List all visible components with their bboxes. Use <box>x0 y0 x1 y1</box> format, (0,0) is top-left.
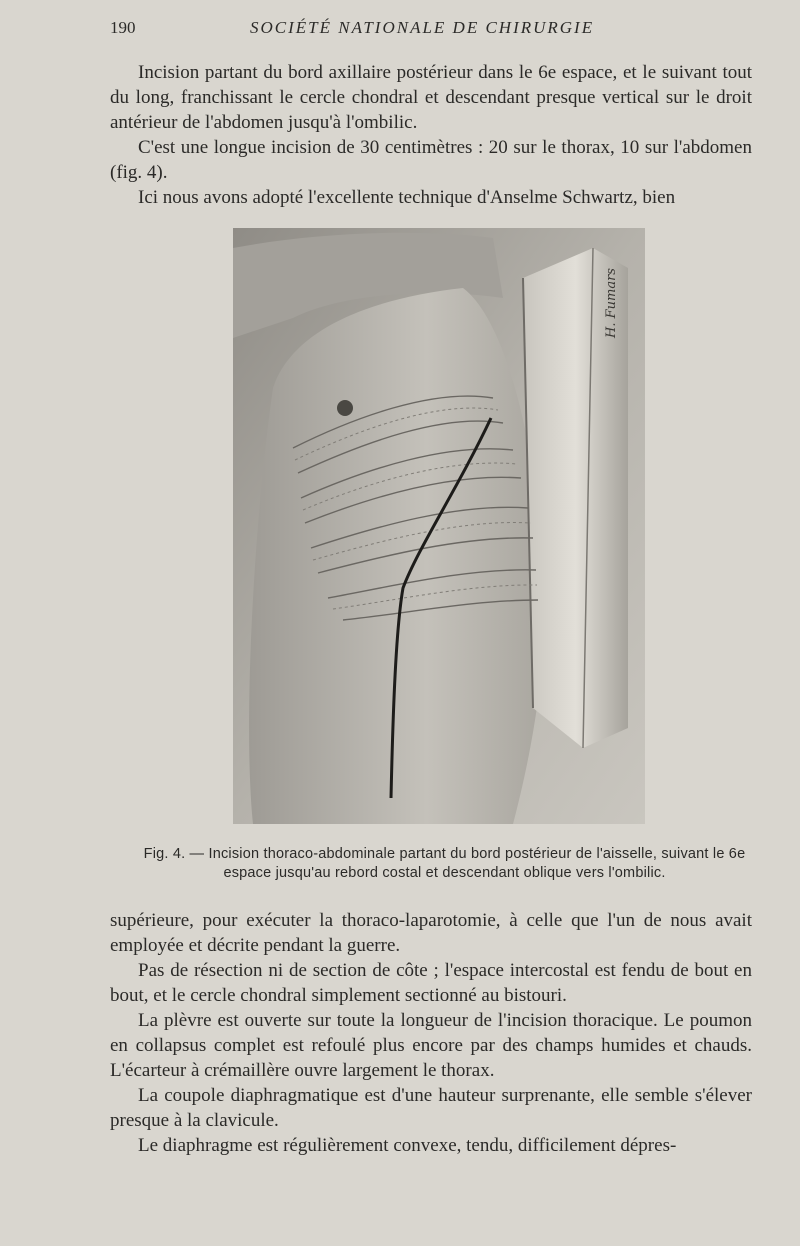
thorax-illustration <box>233 228 645 824</box>
figure-caption: Fig. 4. — Incision thoraco-abdominale partant du bord postérieur de l'aisselle, suivant le 6e espace jusqu'au rebord costal et descendant oblique vers l'ombilic. <box>143 846 746 881</box>
page-header <box>110 18 752 44</box>
running-title: SOCIÉTÉ NATIONALE DE CHIRURGIE <box>250 18 595 37</box>
paragraph-length: C'est une longue incision de 30 centimètres : 20 sur le thorax, 10 sur l'abdomen (fig. 4). <box>110 137 752 183</box>
paragraph-incision: Incision partant du bord axillaire postérieur dans le 6e espace, et le suivant tout du long, franchissant le cercle chondral et descendant presque vertical sur le droit antérieur de l'abdomen jusqu'à l'ombilic. <box>110 62 752 133</box>
paragraph-no-resection: Pas de résection ni de section de côte ; l'espace intercostal est fendu de bout en bout, et le cercle chondral simplement sectionné au bistouri. <box>110 960 752 1006</box>
paragraph-diaphragm: Le diaphragme est régulièrement convexe, tendu, difficilement dépres- <box>138 1135 677 1156</box>
artist-signature: H. Fumars <box>604 268 619 338</box>
page-number: 190 <box>110 18 136 37</box>
paragraph-continuation: supérieure, pour exécuter la thoraco-laparotomie, à celle que l'un de nous avait employée et décrite pendant la guerre. <box>110 910 752 956</box>
paragraph-technique: Ici nous avons adopté l'excellente technique d'Anselme Schwartz, bien <box>138 187 676 208</box>
figure-illustration <box>233 228 645 824</box>
paragraph-pleura: La plèvre est ouverte sur toute la longueur de l'incision thoracique. Le poumon en collapsus complet est refoulé plus encore par des champs humides et chauds. L'écarteur à crémaillère ouvre largement le thorax. <box>110 1010 752 1081</box>
paragraph-diaphragm-dome: La coupole diaphragmatique est d'une hauteur surprenante, elle semble s'élever presque à la clavicule. <box>110 1085 752 1131</box>
